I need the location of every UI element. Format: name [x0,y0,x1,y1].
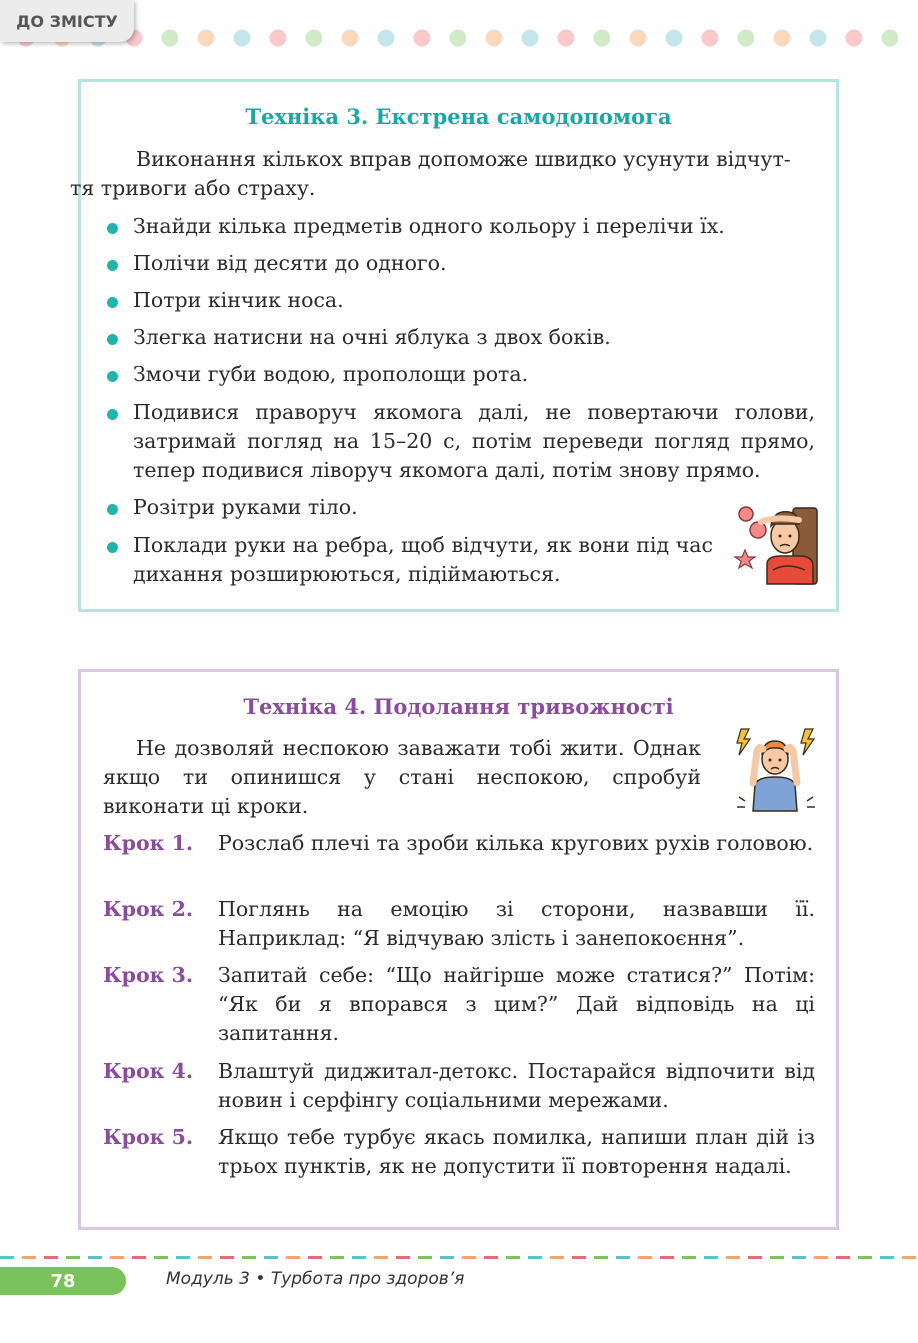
decorative-dot [594,30,611,47]
list-item: Розітри руками тіло. [103,493,815,522]
decorative-dot [342,30,359,47]
decorative-dot [378,30,395,47]
bullet-icon [107,260,118,271]
divider-dash [176,1256,190,1259]
divider-dash [858,1256,872,1259]
decorative-dot [558,30,575,47]
decorative-dot [774,30,791,47]
divider-dash [110,1256,124,1259]
footer-dashed-divider [0,1256,918,1260]
bullet-icon [107,409,118,420]
decorative-dot [234,30,251,47]
technique-3-intro [70,145,815,203]
divider-dash [880,1256,894,1259]
list-item: Змочи губи водою, прополощи рота. [103,360,815,389]
step-text: Якщо тебе турбує якась помилка, напиши план дій із трьох пунктів, як не допустити її повторення надалі. [218,1125,815,1178]
decorative-dot [198,30,215,47]
divider-dash [0,1256,14,1259]
decorative-dot [270,30,287,47]
divider-dash [264,1256,278,1259]
divider-dash [506,1256,520,1259]
decorative-dot [414,30,431,47]
divider-dash [396,1256,410,1259]
technique-3-intro-line-2: тя тривоги або страху. [70,176,316,200]
divider-dash [330,1256,344,1259]
divider-dash [352,1256,366,1259]
divider-dash [660,1256,674,1259]
bullet-icon [107,334,118,345]
anxious-person-illustration [733,727,819,813]
technique-4-box [78,669,839,1230]
bullet-icon [107,371,118,382]
list-item: Потри кінчик носа. [103,286,815,315]
divider-dash [462,1256,476,1259]
divider-dash [770,1256,784,1259]
divider-dash [308,1256,322,1259]
divider-dash [814,1256,828,1259]
technique-4-intro: Не дозволяй неспокою заважати тобі жити. Однак якщо ти опинишся у стані неспокою, спробуй виконати ці кроки. [103,736,701,818]
step-label: Крок 4. [103,1059,193,1083]
divider-dash [132,1256,146,1259]
divider-dash [198,1256,212,1259]
divider-dash [66,1256,80,1259]
divider-dash [528,1256,542,1259]
divider-dash [220,1256,234,1259]
decorative-dot [306,30,323,47]
decorative-dot [450,30,467,47]
technique-4-title: Техніка 4. Подолання тривожності [243,694,674,719]
decorative-dot [810,30,827,47]
decorative-dot [162,30,179,47]
decorative-dots [0,28,918,48]
divider-dash [418,1256,432,1259]
technique-3-title: Техніка 3. Екстрена самодопомога [245,104,672,129]
bullet-icon [107,297,118,308]
decorative-dot [522,30,539,47]
list-item: Подивися праворуч якомога далі, не повертаючи голови, затримай погляд на 15–20 с, потім переведи погляд прямо, тепер подивися ліворуч якомога далі, потім знову прямо. [103,398,815,485]
decorative-dot [486,30,503,47]
divider-dash [88,1256,102,1259]
decorative-dot [702,30,719,47]
divider-dash [836,1256,850,1259]
bullet-icon [107,542,118,553]
divider-dash [638,1256,652,1259]
technique-3-box [70,79,839,612]
divider-dash [154,1256,168,1259]
footer-module-text: Модуль 3 • Турбота про здоров’я [166,1269,465,1289]
step-label: Крок 5. [103,1125,193,1149]
list-item: Знайди кілька предметів одного кольору і перелічи їх. [103,212,815,241]
divider-dash [550,1256,564,1259]
divider-dash [748,1256,762,1259]
decorative-dot [882,30,899,47]
divider-dash [704,1256,718,1259]
divider-dash [594,1256,608,1259]
divider-dash [572,1256,586,1259]
divider-dash [484,1256,498,1259]
step-text: Поглянь на емоцію зі сторони, назвавши її. Наприклад: “Я відчуваю злість і занепокоєння”. [218,897,815,950]
step-label: Крок 2. [103,897,193,921]
decorative-dot [666,30,683,47]
bullet-icon [107,223,118,234]
table-of-contents-button[interactable]: ДО ЗМІСТУ [0,0,134,42]
divider-dash [286,1256,300,1259]
list-item: Злегка натисни на очні яблука з двох боків. [103,323,815,352]
divider-dash [616,1256,630,1259]
list-item: Полічи від десяти до одного. [103,249,815,278]
step-text: Запитай себе: “Що найгірше може статися?” Потім: “Як би я впорався з цим?” Дай відповідь на ці запитання. [218,963,815,1045]
divider-dash [726,1256,740,1259]
stressed-person-illustration [733,500,819,586]
divider-dash [792,1256,806,1259]
decorative-dot [846,30,863,47]
step-text: Влаштуй диджитал-детокс. Постарайся відпочити від новин і серфінгу соціальними мережами. [218,1059,815,1112]
divider-dash [682,1256,696,1259]
divider-dash [22,1256,36,1259]
divider-dash [242,1256,256,1259]
bullet-icon [107,504,118,515]
divider-dash [374,1256,388,1259]
step-label: Крок 1. [103,831,193,855]
divider-dash [902,1256,916,1259]
decorative-dot [738,30,755,47]
step-text: Розслаб плечі та зроби кілька кругових рухів головою. [218,831,814,855]
technique-3-intro-line-1: Виконання кількох вправ допоможе швидко усунути відчут- [136,147,791,171]
step-label: Крок 3. [103,963,193,987]
divider-dash [44,1256,58,1259]
decorative-dot [630,30,647,47]
list-item: Поклади руки на ребра, щоб відчути, як вони під час дихання розширюються, підіймаються. [103,531,713,589]
page-number: 78 [0,1267,126,1295]
divider-dash [440,1256,454,1259]
